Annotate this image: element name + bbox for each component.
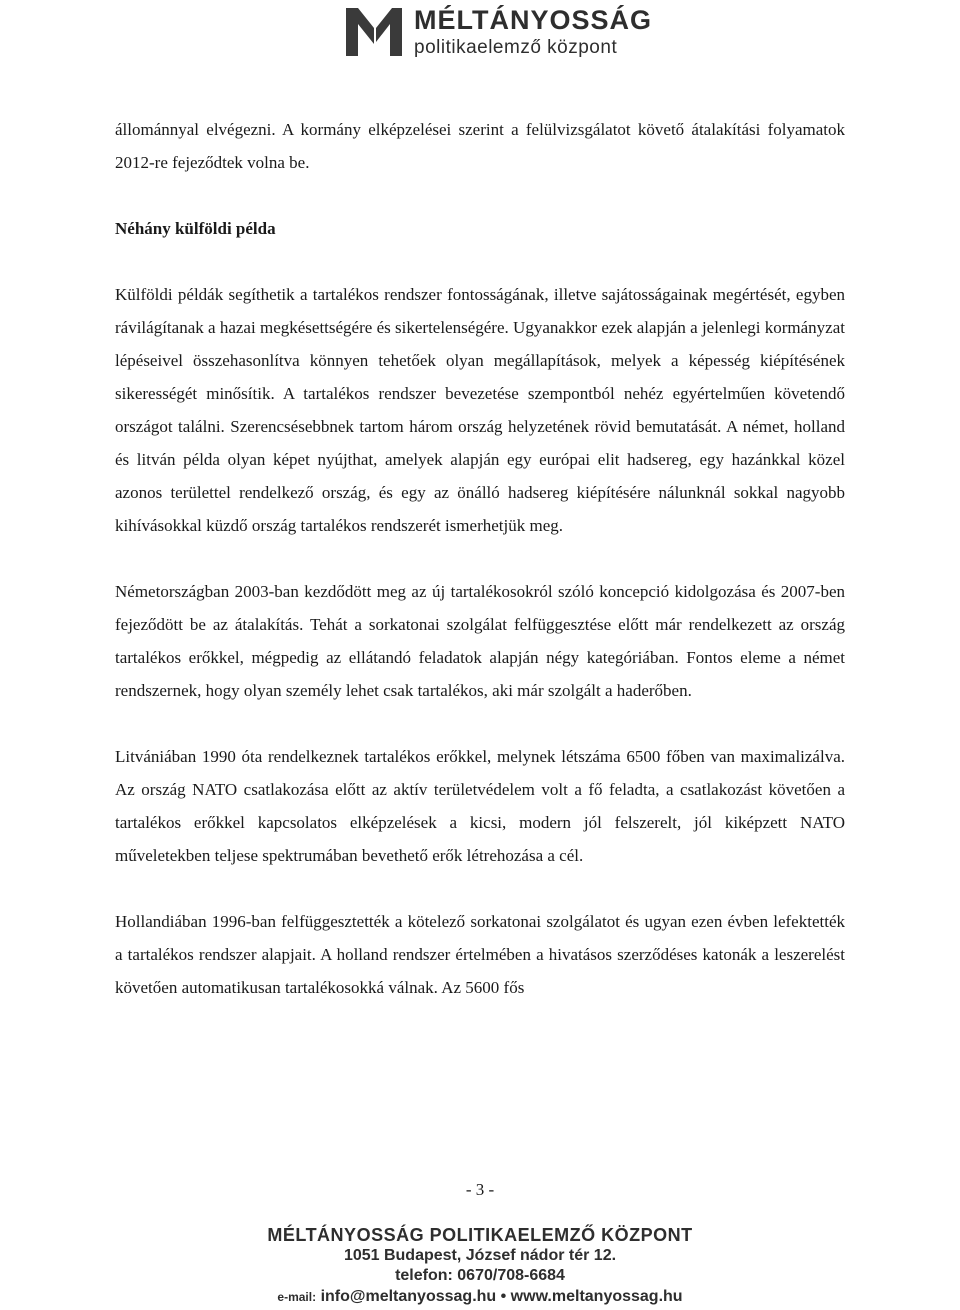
page-header bbox=[344, 4, 652, 60]
document-body bbox=[115, 113, 845, 1037]
meltanyossag-logo-icon bbox=[344, 4, 404, 60]
footer-contact bbox=[0, 1286, 960, 1308]
footer-address: 1051 Budapest, József nádor tér 12. bbox=[343, 1247, 617, 1264]
logo-text bbox=[414, 7, 652, 57]
footer-email-label: e-mail: bbox=[277, 1290, 317, 1304]
section-heading: Néhány külföldi példa bbox=[115, 219, 276, 238]
page-footer bbox=[0, 1224, 960, 1308]
paragraph-1: állománnyal elvégezni. A kormány elképzelései szerint a felülvizsgálatot követő átalakítási folyamatok 2012-re fejeződtek volna be. bbox=[115, 120, 845, 172]
paragraph-2: Külföldi példák segíthetik a tartalékos rendszer fontosságának, illetve sajátosságainak megértését, egyben rávilágítanak a hazai megkésettségére és sikertelenségére. Ugyanakkor ezek alapján a jelenlegi kormányzat lépéseivel összehasonlítva könnyen tehetőek olyan megállapítások, melyek a képesség kiépítésének sikerességét minősítik. A tartalékos rendszer bevezetése szempontból nehéz egyértelműen követendő országot találni. Szerencsésebbnek tartom három ország helyzetének rövid bemutatását. A német, holland és litván példa olyan képet nyújthat, amelyek alapján egy európai elit hadsereg, egy hazánkkal közel azonos területtel rendelkező ország, és egy az önálló hadsereg kiépítésére nálunknál sokkal nagyobb kihívásokkal küzdő ország tartalékos rendszerét ismerhetjük meg. bbox=[115, 285, 845, 535]
logo-subtitle: politikaelemző központ bbox=[414, 37, 618, 58]
paragraph-4: Litvániában 1990 óta rendelkeznek tartalékos erőkkel, melynek létszáma 6500 főben van maximalizálva. Az ország NATO csatlakozása előtt az aktív területvédelem volt a fő feladta, a csatlakozást követően a tartalékos erőkkel kapcsolatos elképzelések a kicsi, modern jól felszerelt, jól kiképzett NATO műveletekben teljese spektrumában bevethető erők létrehozása a cél. bbox=[115, 747, 845, 865]
footer-email-links[interactable]: info@meltanyossag.hu • www.meltanyossag.hu bbox=[320, 1288, 683, 1305]
footer-phone: telefon: 0670/708-6684 bbox=[395, 1267, 565, 1284]
footer-organization: MÉLTÁNYOSSÁG POLITIKAELEMZŐ KÖZPONT bbox=[267, 1225, 693, 1245]
paragraph-5: Hollandiában 1996-ban felfüggesztették a kötelező sorkatonai szolgálatot és ugyan ezen évben lefektették a tartalékos rendszer alapjait. A holland rendszer értelmében a hivatásos szerződéses katonák a leszerelést követően automatikusan tartalékosokká válnak. Az 5600 fős bbox=[115, 912, 845, 997]
page-number: - 3 - bbox=[465, 1180, 495, 1199]
logo-title: MÉLTÁNYOSSÁG bbox=[414, 5, 653, 35]
paragraph-3: Németországban 2003-ban kezdődött meg az új tartalékosokról szóló koncepció kidolgozása és 2007-ben fejeződött be az átalakítás. Tehát a sorkatonai szolgálat felfüggesztése előtt már rendelkezett az ország tartalékos erőkkel, mégpedig az ellátandó feladatok alapján négy kategóriában. Fontos eleme a német rendszernek, hogy olyan személy lehet csak tartalékos, aki már szolgált a haderőben. bbox=[115, 582, 845, 700]
